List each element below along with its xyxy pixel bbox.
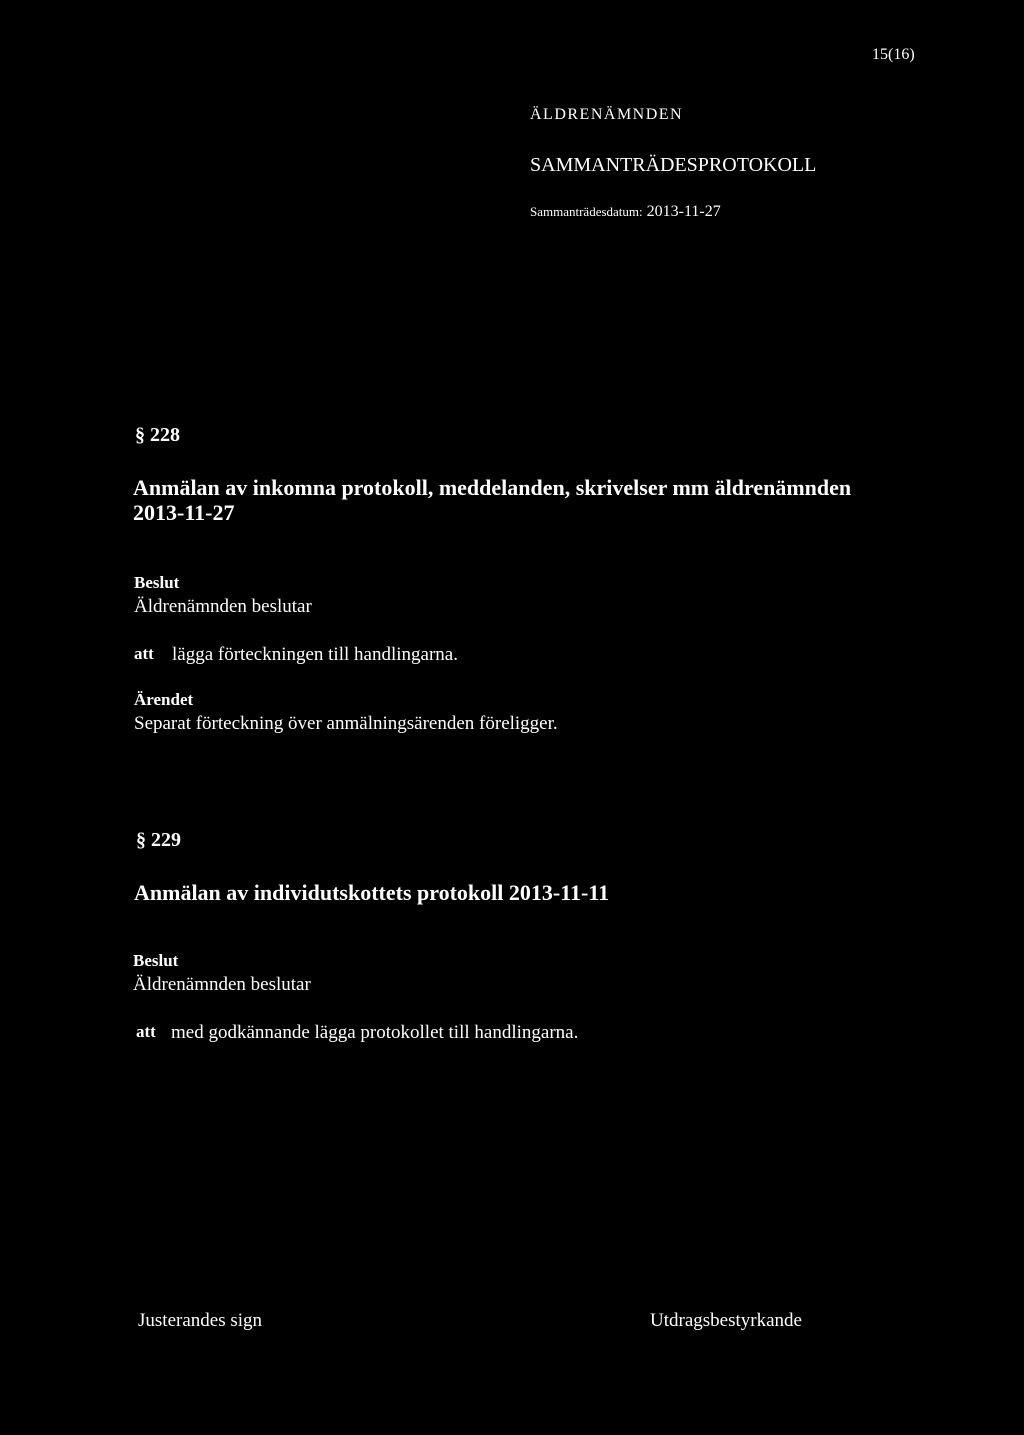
document-title: SAMMANTRÄDESPROTOKOLL xyxy=(530,154,817,176)
footer-certification-label: Utdragsbestyrkande xyxy=(650,1310,802,1331)
section-229-att-label: att xyxy=(136,1022,156,1041)
organization-name: ÄLDRENÄMNDEN xyxy=(530,106,684,123)
section-228-decision-text: Äldrenämnden beslutar xyxy=(134,596,312,617)
section-229-title: Anmälan av individutskottets protokoll 2013-11-11 xyxy=(134,880,610,905)
section-number-229: § 229 xyxy=(136,829,181,851)
section-number-228: § 228 xyxy=(135,424,180,446)
section-228-att-label: att xyxy=(134,644,154,663)
section-229-att-text: med godkännande lägga protokollet till handlingarna. xyxy=(171,1022,579,1043)
section-229-decision-heading: Beslut xyxy=(133,951,179,970)
section-228-title-line1: Anmälan av inkomna protokoll, meddelanden, skrivelser mm äldrenämnden xyxy=(133,475,852,500)
meeting-date-value: 2013-11-27 xyxy=(646,203,721,220)
footer-signature-label: Justerandes sign xyxy=(138,1310,263,1331)
section-229-decision-text: Äldrenämnden beslutar xyxy=(133,974,311,995)
section-228-matter-heading: Ärendet xyxy=(134,690,194,709)
section-228-title-line2: 2013-11-27 xyxy=(133,500,235,525)
section-228-decision-heading: Beslut xyxy=(134,573,180,592)
section-228-att-text: lägga förteckningen till handlingarna. xyxy=(172,644,458,665)
meeting-date-label: Sammanträdesdatum: xyxy=(530,204,643,219)
page-number: 15(16) xyxy=(872,46,915,63)
meeting-date xyxy=(530,203,721,221)
section-228-matter-text: Separat förteckning över anmälningsärenden föreligger. xyxy=(134,713,558,734)
